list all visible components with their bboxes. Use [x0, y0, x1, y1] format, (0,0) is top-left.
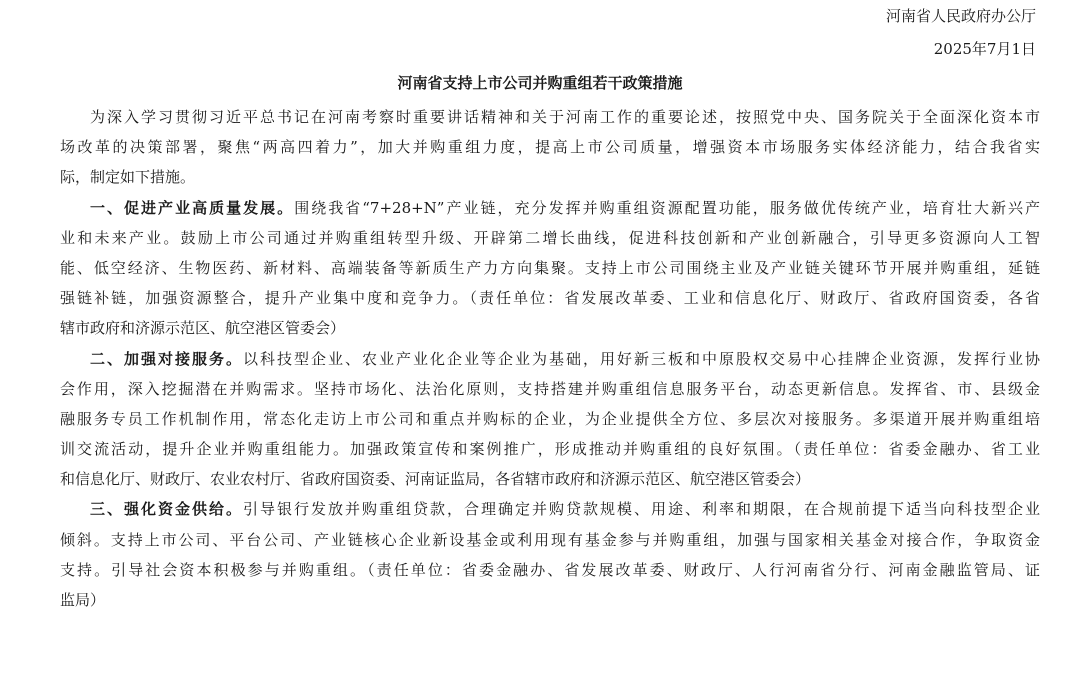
- document-body: [60, 107, 1040, 620]
- body-line: 能、低空经济、生物医药、新材料、高端装备等新质生产力方向集聚。支持上市公司围绕主业及产业链关键环节开展并购重组，延链: [60, 258, 1040, 277]
- section-heading-line: 一、促进产业高质量发展。围绕我省“7+28+N”产业链，充分发挥并购重组资源配置功能，服务做优传统产业，培育壮大新兴产: [90, 198, 1040, 217]
- body-line: 倾斜。支持上市公司、平台公司、产业链核心企业新设基金或利用现有基金参与并购重组，加强与国家相关基金对接合作，争取资金: [60, 530, 1040, 549]
- body-line: 和信息化厅、财政厅、农业农村厅、省政府国资委、河南证监局，各省辖市政府和济源示范区、航空港区管委会）: [60, 470, 811, 489]
- body-line: 训交流活动，提升企业并购重组能力。加强政策宣传和案例推广，形成推动并购重组的良好氛围。（责任单位：省委金融办、省工业: [60, 440, 1040, 459]
- body-line: 强链补链，加强资源整合，提升产业集中度和竞争力。（责任单位：省发展改革委、工业和信息化厅、财政厅、省政府国资委，各省: [60, 289, 1040, 308]
- body-line: 支持。引导社会资本积极参与并购重组。（责任单位：省委金融办、省发展改革委、财政厅、人行河南省分行、河南金融监管局、证: [60, 560, 1040, 579]
- body-line: 业和未来产业。鼓励上市公司通过并购重组转型升级、开辟第二增长曲线，促进科技创新和产业创新融合，引导更多资源向人工智: [60, 228, 1040, 247]
- body-line: 际，制定如下措施。: [60, 168, 196, 187]
- section-heading: 一、促进产业高质量发展。: [90, 198, 295, 217]
- section-heading: 三、强化资金供给。: [90, 500, 243, 519]
- body-line: 为深入学习贯彻习近平总书记在河南考察时重要讲话精神和关于河南工作的重要论述，按照党中央、国务院关于全面深化资本市: [90, 108, 1040, 126]
- section-heading: 二、加强对接服务。: [90, 349, 243, 368]
- section-heading-line: 三、强化资金供给。引导银行发放并购重组贷款，合理确定并购贷款规模、用途、利率和期限，在合规前提下适当向科技型企业: [90, 500, 1040, 519]
- body-line: 辖市政府和济源示范区、航空港区管委会）: [60, 319, 346, 338]
- issuing-authority: 河南省人民政府办公厅: [885, 7, 1036, 25]
- body-line: 会作用，深入挖掘潜在并购需求。坚持市场化、法治化原则，支持搭建并购重组信息服务平台，动态更新信息。发挥省、市、县级金: [60, 379, 1040, 398]
- body-line: 场改革的决策部署，聚焦“两高四着力”，加大并购重组力度，提高上市公司质量，增强资本市场服务实体经济能力，结合我省实: [60, 138, 1040, 157]
- issue-date: 2025年7月1日: [933, 40, 1036, 58]
- document-title: 河南省支持上市公司并购重组若干政策措施: [397, 74, 683, 92]
- body-line: 融服务专员工作机制作用，常态化走访上市公司和重点并购标的企业，为企业提供全方位、多层次对接服务。多渠道开展并购重组培: [60, 409, 1040, 428]
- body-line: 监局）: [60, 591, 106, 609]
- section-heading-line: 二、加强对接服务。以科技型企业、农业产业化企业等企业为基础，用好新三板和中原股权交易中心挂牌企业资源，发挥行业协: [90, 349, 1040, 368]
